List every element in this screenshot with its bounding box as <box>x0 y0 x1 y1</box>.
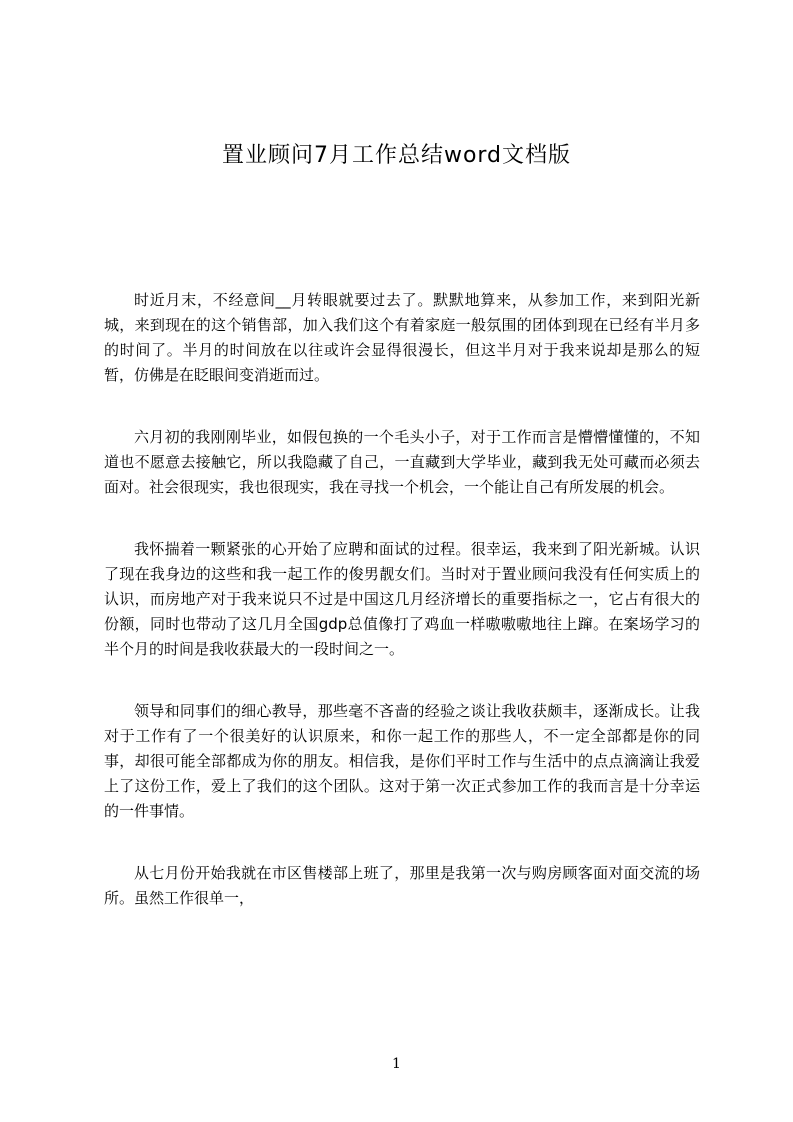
paragraph-3: 我怀揣着一颗紧张的心开始了应聘和面试的过程。很幸运，我来到了阳光新城。认识了现在我身边的这些和我一起工作的俊男靓女们。当时对于置业顾问我没有任何实质上的认识，而房地产对于我来说只不过是中国这几月经济增长的重要指标之一，它占有很大的份额，同时也带动了这几月全国gdp总值像打了鸡血一样嗷嗷嗷地往上蹿。在案场学习的半个月的时间是我收获最大的一段时间之一。 <box>104 540 700 658</box>
paragraph-5: 从七月份开始我就在市区售楼部上班了，那里是我第一次与购房顾客面对面交流的场所。虽然工作很单一， <box>104 864 700 907</box>
page-number: 1 <box>392 1056 401 1072</box>
paragraph-2: 六月初的我刚刚毕业，如假包换的一个毛头小子，对于工作而言是懵懵懂懂的，不知道也不愿意去接触它，所以我隐藏了自己，一直藏到大学毕业，藏到我无处可藏而必须去面对。社会很现实，我也很现实，我在寻找一个机会，一个能让自己有所发展的机会。 <box>104 428 700 496</box>
document-title: 置业顾问7月工作总结word文档版 <box>221 143 572 168</box>
paragraph-4: 领导和同事们的细心教导，那些毫不吝啬的经验之谈让我收获颇丰，逐渐成长。让我对于工作有了一个很美好的认识原来，和你一起工作的那些人，不一定全部都是你的同事，却很可能全部都成为你的朋友。相信我，是你们平时工作与生活中的点点滴滴让我爱上了这份工作，爱上了我们的这个团队。这对于第一次正式参加工作的我而言是十分幸运的一件事情。 <box>104 702 700 820</box>
paragraph-1: 时近月末，不经意间__月转眼就要过去了。默默地算来，从参加工作，来到阳光新城，来到现在的这个销售部，加入我们这个有着家庭一般氛围的团体到现在已经有半月多的时间了。半月的时间放在以往或许会显得很漫长，但这半月对于我来说却是那么的短暂，仿佛是在眨眼间变消逝而过。 <box>104 291 700 384</box>
document-body <box>104 288 700 948</box>
